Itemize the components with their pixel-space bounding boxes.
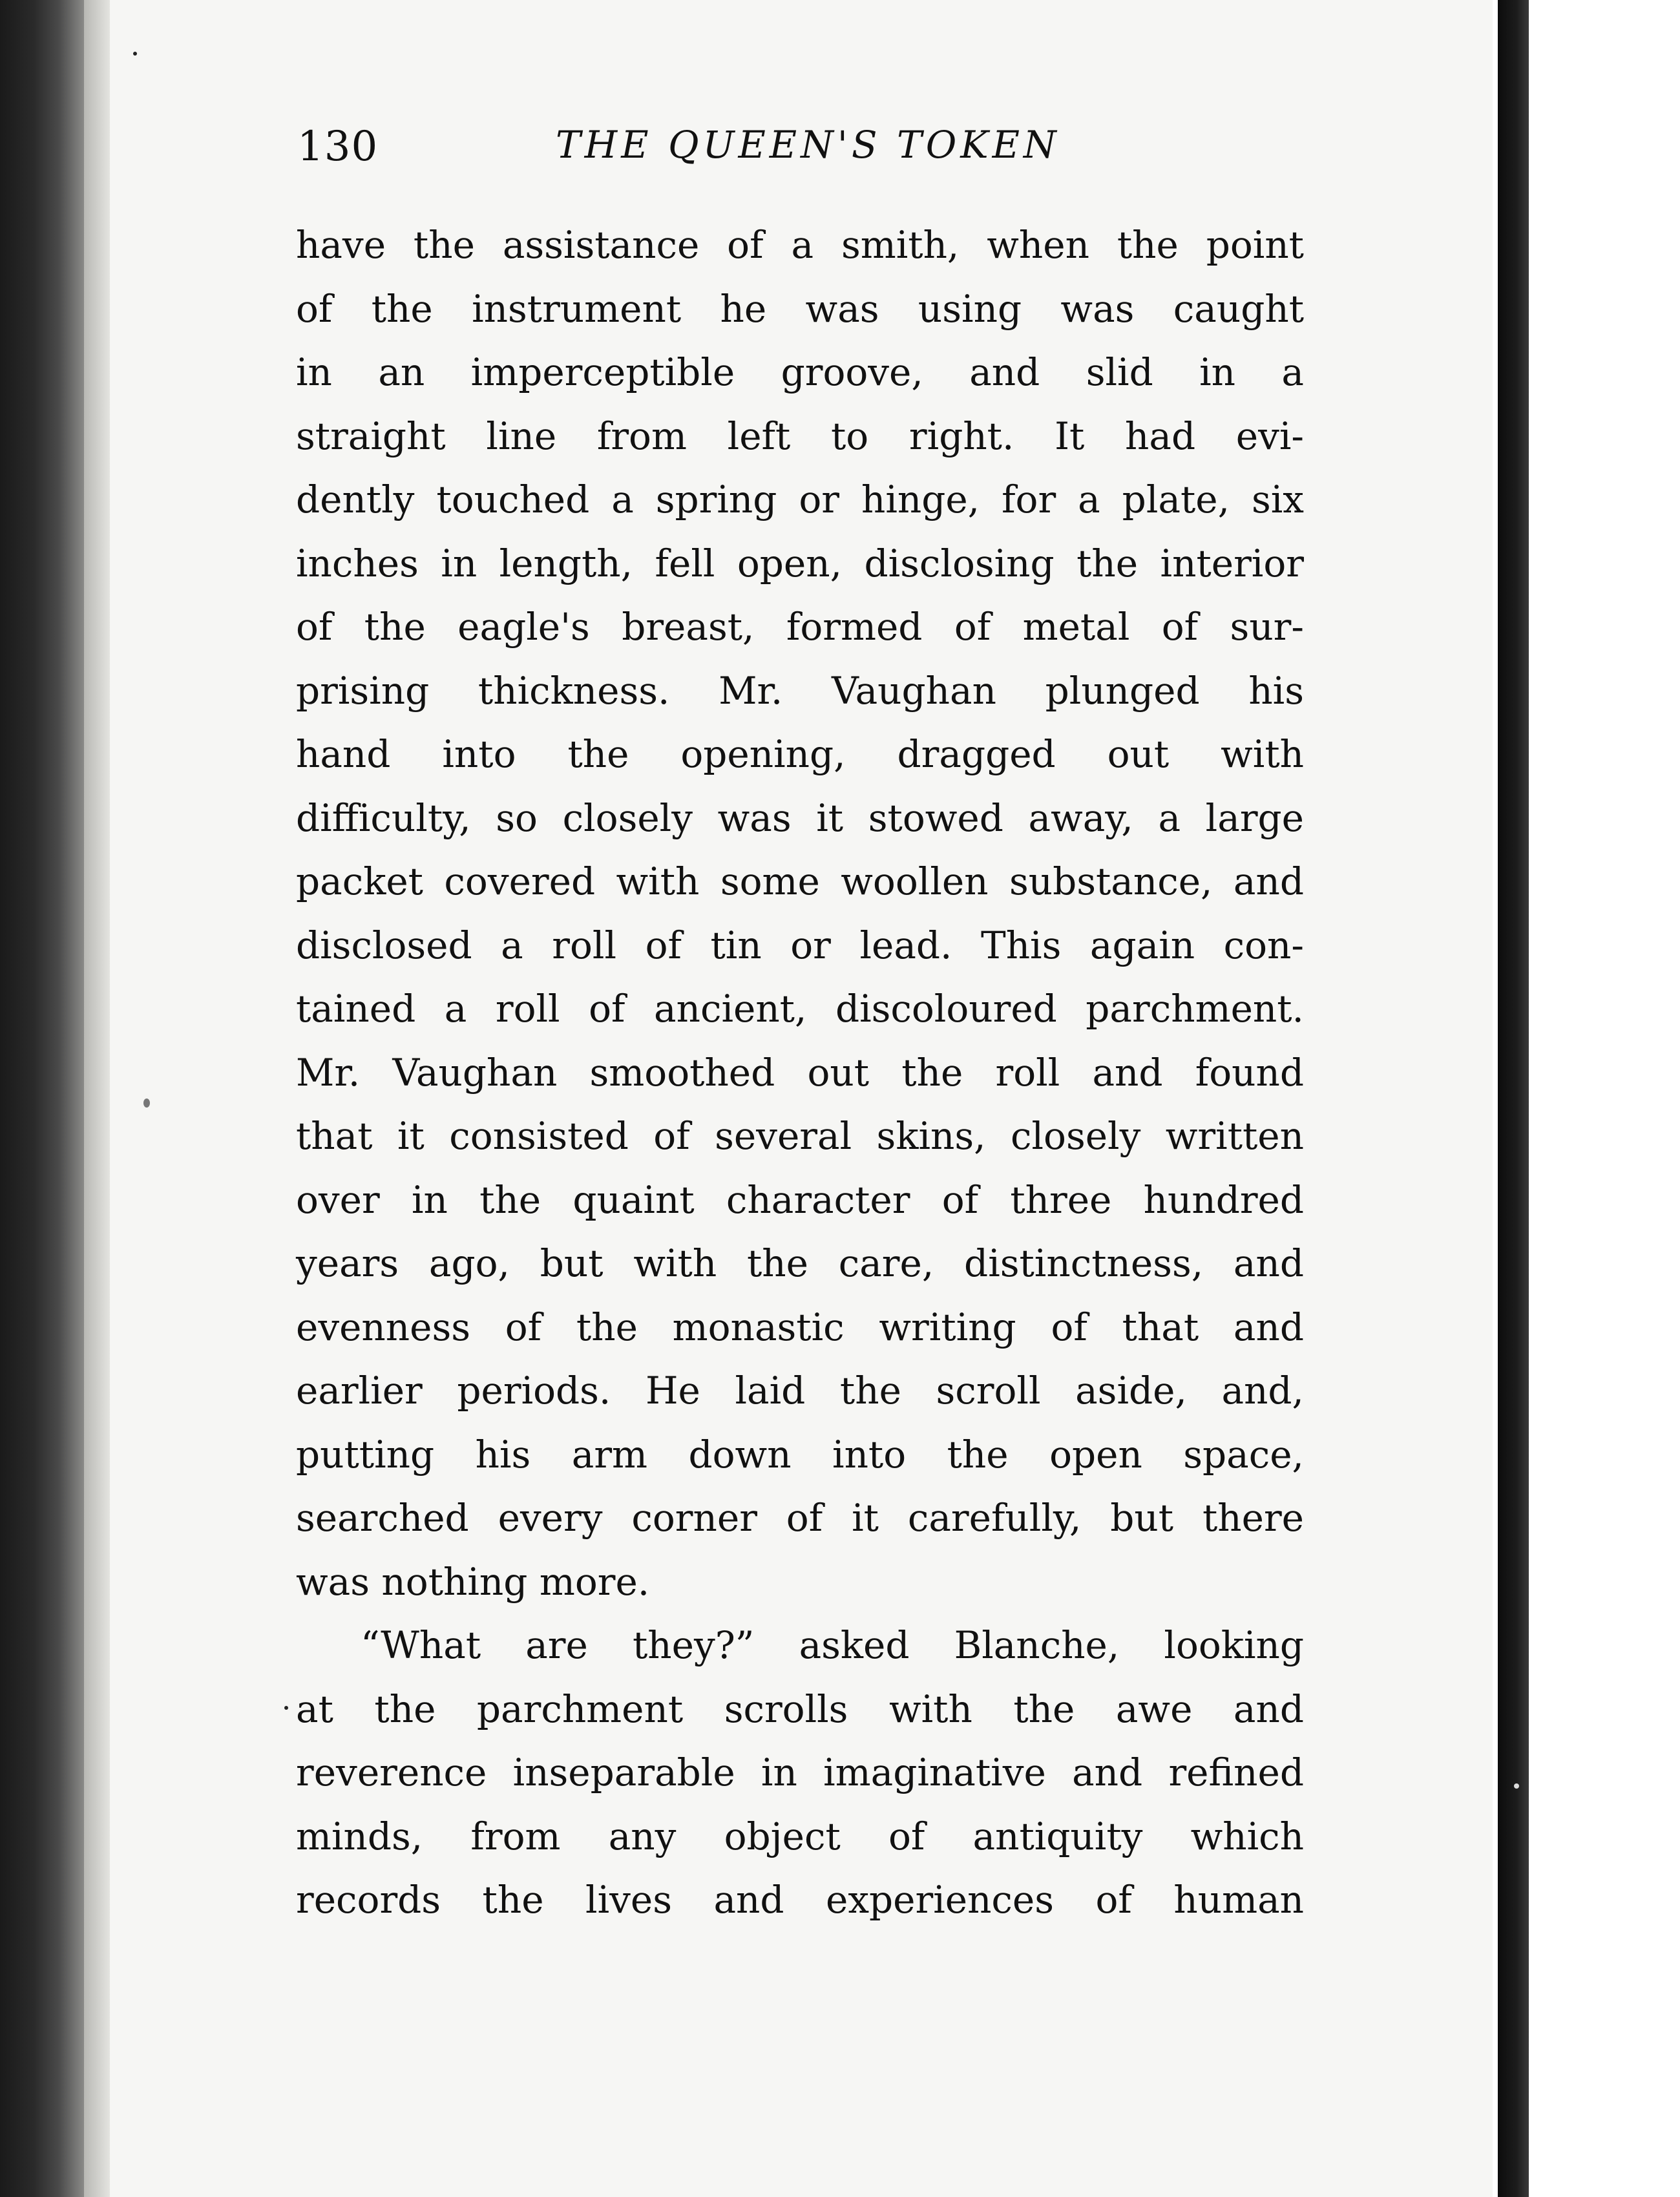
page-number: 130 <box>297 123 379 171</box>
page-gutter-shadow <box>84 0 110 2197</box>
text-line: difficulty, so closely was it stowed away, a large <box>296 795 1304 840</box>
text-line: over in the quaint character of three hundred <box>296 1177 1304 1222</box>
scan-speck <box>1514 1783 1519 1789</box>
text-line: straight line from left to right. It had evi- <box>296 414 1304 458</box>
text-line: of the eagle's breast, formed of metal of sur- <box>296 605 1304 649</box>
scan-speck <box>143 1098 150 1108</box>
text-line: dently touched a spring or hinge, for a plate, six <box>296 478 1304 521</box>
text-line: have the assistance of a smith, when the point <box>296 223 1304 267</box>
text-line: records the lives and experiences of human <box>296 1878 1304 1922</box>
scan-speck <box>133 52 137 56</box>
text-line: evenness of the monastic writing of that and <box>296 1305 1304 1349</box>
paragraph-last-line: was nothing more. <box>296 1559 650 1604</box>
text-line: tained a roll of ancient, discoloured parchment. <box>296 987 1304 1031</box>
text-line: minds, from any object of antiquity which <box>296 1814 1304 1858</box>
running-title: THE QUEEN'S TOKEN <box>556 123 1060 167</box>
page-header <box>297 116 1305 187</box>
text-line: years ago, but with the care, distinctness, and <box>296 1241 1304 1285</box>
paragraph-first-line: “What are they?” asked Blanche, looking <box>361 1623 1304 1667</box>
text-line: putting his arm down into the open space, <box>296 1432 1304 1477</box>
text-line: reverence inseparable in imaginative and refined <box>296 1750 1304 1794</box>
text-line: inches in length, fell open, disclosing the interior <box>296 541 1304 585</box>
text-line: prising thickness. Mr. Vaughan plunged his <box>296 668 1304 713</box>
body-text <box>296 213 1304 1932</box>
text-line: at the parchment scrolls with the awe and <box>296 1687 1304 1731</box>
text-line: that it consisted of several skins, closely written <box>296 1114 1304 1158</box>
adjacent-page-edge <box>1498 0 1529 2197</box>
book-binding-edge <box>0 0 84 2197</box>
scan-speck <box>284 1706 288 1710</box>
text-line: searched every corner of it carefully, but there <box>296 1496 1304 1540</box>
text-line: packet covered with some woollen substance, and <box>296 859 1304 903</box>
text-line: Mr. Vaughan smoothed out the roll and found <box>296 1050 1304 1095</box>
text-line: of the instrument he was using was caught <box>296 286 1304 331</box>
text-line: hand into the opening, dragged out with <box>296 732 1304 776</box>
text-line: in an imperceptible groove, and slid in a <box>296 350 1304 394</box>
text-line: earlier periods. He laid the scroll aside, and, <box>296 1369 1304 1413</box>
text-line: disclosed a roll of tin or lead. This again con- <box>296 923 1304 967</box>
